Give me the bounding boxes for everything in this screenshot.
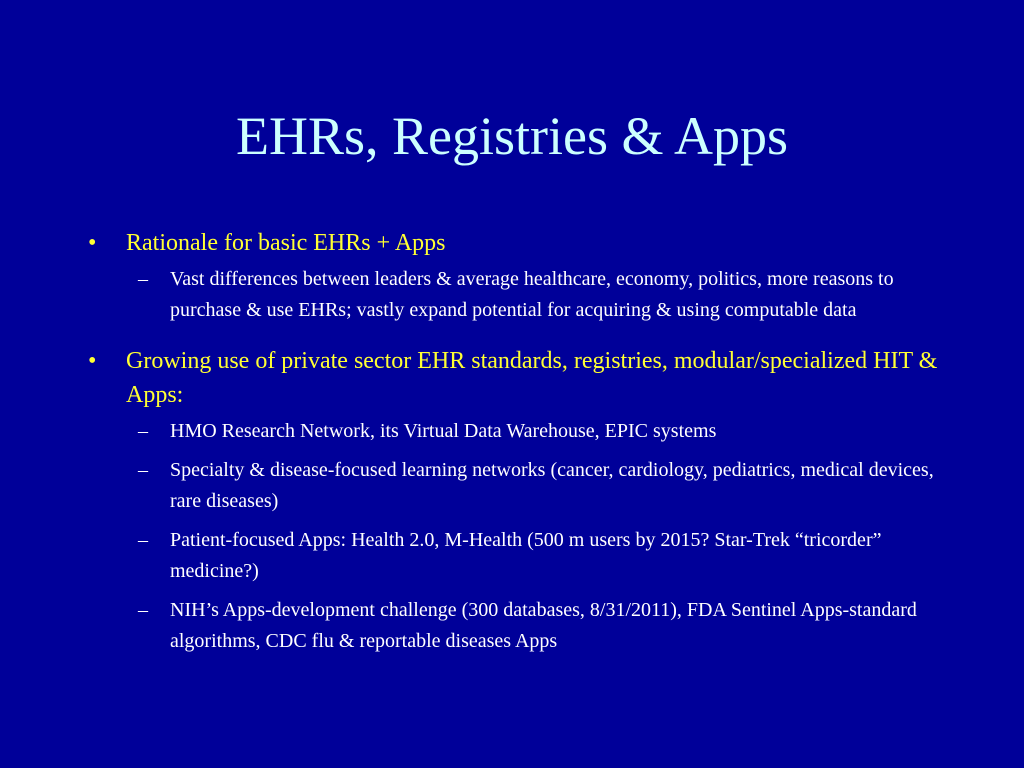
sub-bullet-list bbox=[88, 264, 948, 326]
bullet-marker: • bbox=[88, 230, 97, 256]
slide-title: EHRs, Registries & Apps bbox=[235, 106, 789, 166]
bullet-marker: • bbox=[88, 348, 97, 374]
sub-bullet-marker: – bbox=[138, 268, 148, 290]
sub-bullet-item bbox=[88, 264, 948, 326]
sub-bullet-marker: – bbox=[138, 420, 148, 442]
sub-bullet-item bbox=[88, 416, 948, 447]
sub-bullet-text: Patient-focused Apps: Health 2.0, M-Health (500 m users by 2015? Star-Trek “tricorder” medicine?) bbox=[170, 529, 882, 582]
sub-bullet-marker: – bbox=[138, 459, 148, 481]
sub-bullet-text: NIH’s Apps-development challenge (300 databases, 8/31/2011), FDA Sentinel Apps-standard algorithms, CDC flu & reportable diseases Apps bbox=[170, 599, 917, 652]
sub-bullet-list bbox=[88, 416, 948, 657]
sub-bullet-text: HMO Research Network, its Virtual Data Warehouse, EPIC systems bbox=[170, 420, 717, 442]
sub-bullet-text: Vast differences between leaders & average healthcare, economy, politics, more reasons to purchase & use EHRs; vastly expand potential for acquiring & using computable data bbox=[170, 268, 894, 321]
sub-bullet-text: Specialty & disease-focused learning networks (cancer, cardiology, pediatrics, medical devices, rare diseases) bbox=[170, 459, 934, 512]
sub-bullet-marker: – bbox=[138, 599, 148, 621]
sub-bullet-item bbox=[88, 595, 948, 657]
bullet-item bbox=[88, 226, 948, 260]
sub-bullet-item bbox=[88, 455, 948, 517]
slide-body bbox=[88, 226, 948, 671]
bullet-item bbox=[88, 344, 948, 412]
sub-bullet-marker: – bbox=[138, 529, 148, 551]
sub-bullet-item bbox=[88, 525, 948, 587]
bullet-text: Rationale for basic EHRs + Apps bbox=[126, 230, 446, 256]
bullet-text: Growing use of private sector EHR standards, registries, modular/specialized HIT & Apps: bbox=[126, 348, 938, 408]
